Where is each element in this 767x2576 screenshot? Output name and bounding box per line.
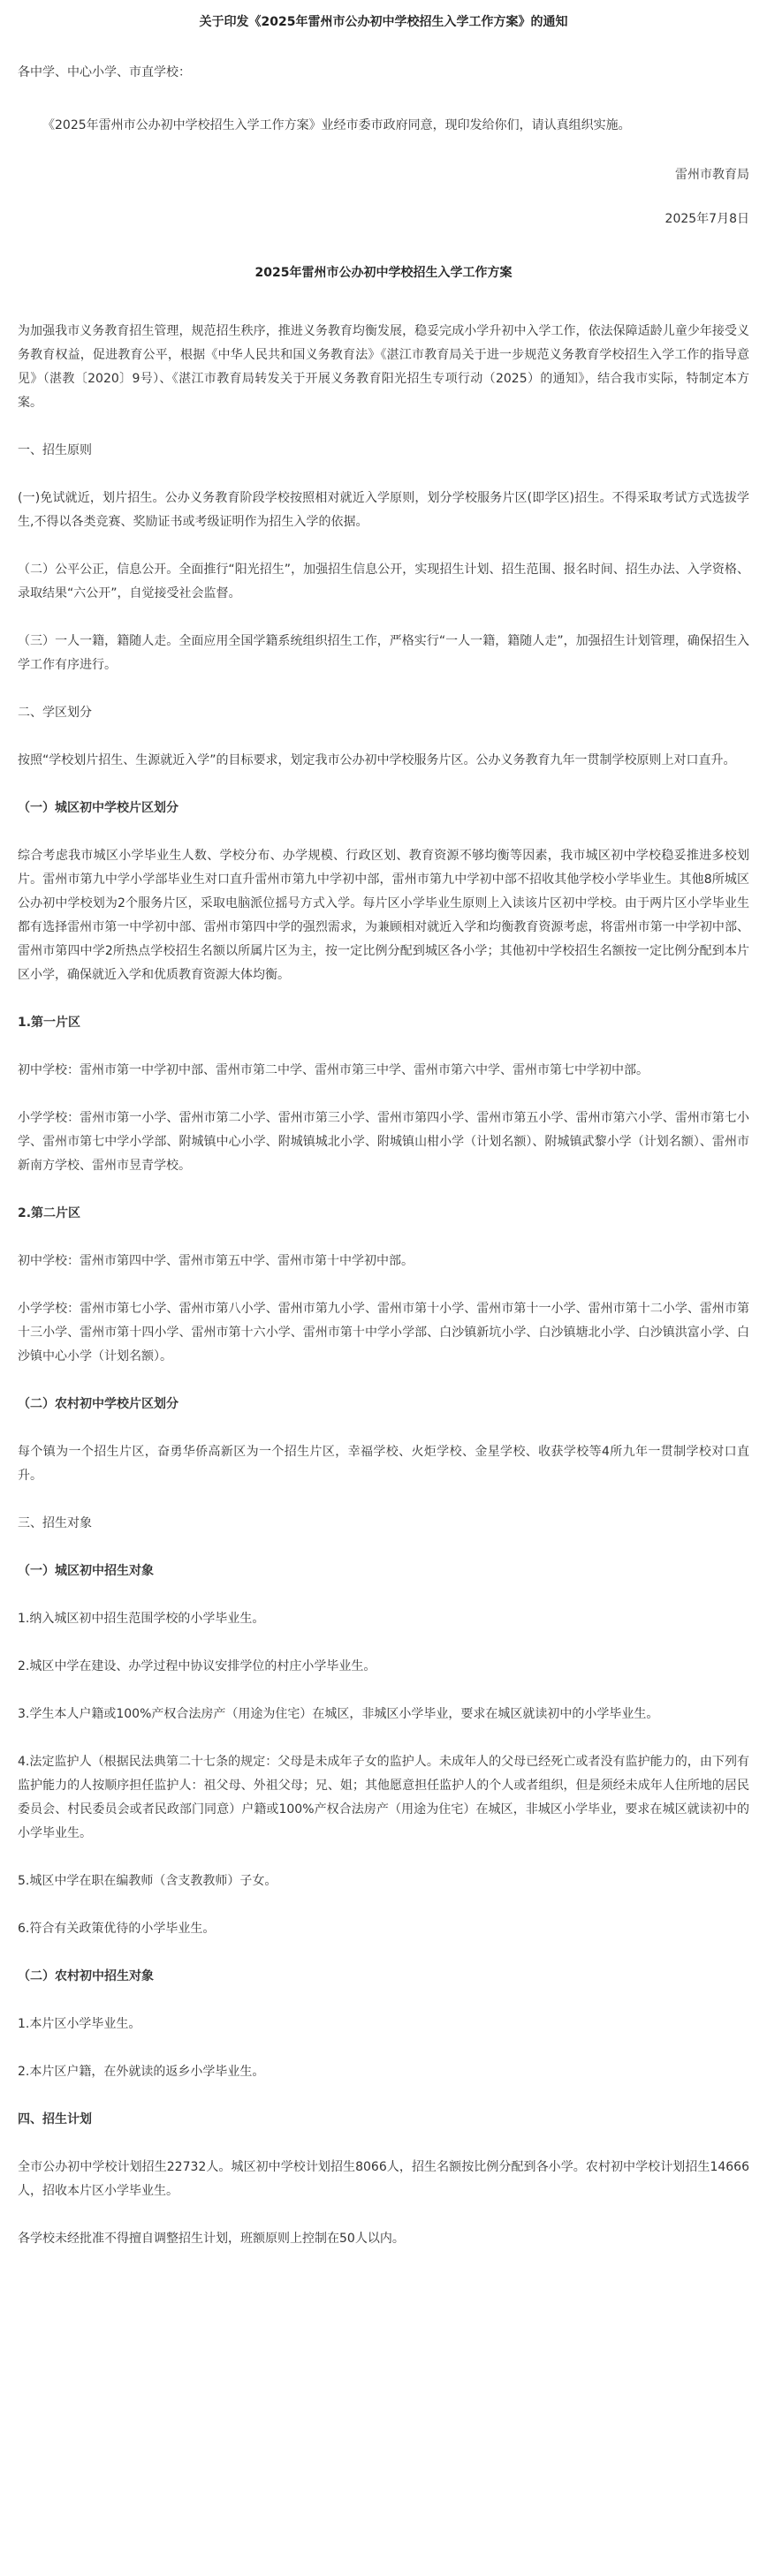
section-4-heading: 四、招生计划 [18,2112,92,2127]
section-4-para-2: 各学校未经批准不得擅自调整招生计划，班额原则上控制在50人以内。 [18,2232,405,2246]
zone-2-heading: 2.第二片区 [18,1206,81,1220]
notice-title: 关于印发《2025年雷州市公办初中学校招生入学工作方案》的通知 [199,15,568,29]
section-3-heading: 三、招生对象 [18,1516,92,1530]
zone-1-heading: 1.第一片区 [18,1016,81,1030]
notice-date: 2025年7月8日 [664,212,749,226]
section-2-intro: 按照“学校划片招生、生源就近入学”的目标要求，划定我市公办初中学校服务片区。公办义务教育九年一贯制学校原则上对口直升。 [18,753,736,767]
zone-1-primary-schools: 小学学校：雷州市第一小学、雷州市第二小学、雷州市第三小学、雷州市第四小学、雷州市第五小学、雷州市第六小学、雷州市第七小学、雷州市第七中学小学部、附城镇中心小学、附城镇城北小学、附城镇山柑小学（计划名额）、附城镇武黎小学（计划名额）、雷州市新南方学校、雷州市昱青学校。 [18,1111,749,1173]
list-item: 5.城区中学在职在编教师（含支教教师）子女。 [18,1874,277,1888]
section-1-para-3: （三）一人一籍，籍随人走。全面应用全国学籍系统组织招生工作，严格实行“一人一籍，籍随人走”，加强招生计划管理，确保招生入学工作有序进行。 [18,634,749,672]
list-item: 3.学生本人户籍或100%产权合法房产（用途为住宅）在城区，非城区小学毕业，要求在城区就读初中的小学毕业生。 [18,1707,659,1721]
list-item: 6.符合有关政策优待的小学毕业生。 [18,1922,216,1936]
plan-title: 2025年雷州市公办初中学校招生入学工作方案 [254,266,513,280]
list-item: 2.城区中学在建设、办学过程中协议安排学位的村庄小学毕业生。 [18,1659,376,1673]
notice-signature: 雷州市教育局 [675,168,749,182]
section-1-para-1: (一)免试就近，划片招生。公办义务教育阶段学校按照相对就近入学原则，划分学校服务片区(即学区)招生。不得采取考试方式选拔学生,不得以各类竞赛、奖励证书或考级证明作为招生入学的依据。 [18,491,749,529]
list-item: 1.纳入城区初中招生范围学校的小学毕业生。 [18,1612,265,1626]
subsection-2-2-heading: （二）农村初中学校片区划分 [18,1397,178,1411]
subsection-3-1-heading: （一）城区初中招生对象 [18,1564,154,1578]
section-4-para-1: 全市公办初中学校计划招生22732人。城区初中学校计划招生8066人，招生名额按比例分配到各小学。农村初中学校计划招生14666人，招收本片区小学毕业生。 [18,2160,749,2198]
list-item: 4.法定监护人（根据民法典第二十七条的规定：父母是未成年子女的监护人。未成年人的父母已经死亡或者没有监护能力的，由下列有监护能力的人按顺序担任监护人：祖父母、外祖父母；兄、姐；其他愿意担任监护人的个人或者组织，但是须经未成年人住所地的居民委员会、村民委员会或者民政部门同意）户籍或100%产权合法房产（用途为住宅）在城区，非城区小学毕业，要求在城区就读初中的小学毕业生。 [18,1755,749,1840]
list-item: 2.本片区户籍，在外就读的返乡小学毕业生。 [18,2065,265,2079]
subsection-2-1-heading: （一）城区初中学校片区划分 [18,801,178,815]
zone-1-middle-schools: 初中学校：雷州市第一中学初中部、雷州市第二中学、雷州市第三中学、雷州市第六中学、雷州市第七中学初中部。 [18,1063,649,1077]
subsection-2-2-para: 每个镇为一个招生片区，奋勇华侨高新区为一个招生片区，幸福学校、火炬学校、金星学校、收获学校等4所九年一贯制学校对口直升。 [18,1445,749,1483]
subsection-2-1-para: 综合考虑我市城区小学毕业生人数、学校分布、办学规模、行政区划、教育资源不够均衡等因素，我市城区初中学校稳妥推进多校划片。雷州市第九中学小学部毕业生对口直升雷州市第九中学初中部，雷州市第九中学初中部不招收其他学校小学毕业生。其他8所城区公办初中学校划为2个服务片区，采取电脑派位摇号方式入学。每片区小学毕业生原则上入读该片区初中学校。由于两片区小学毕业生都有选择雷州市第一中学初中部、雷州市第四中学的强烈需求，为兼顾相对就近入学和均衡教育资源考虑，将雷州市第一中学初中部、雷州市第四中学2所热点学校招生名额以所属片区为主，按一定比例分配到城区各小学；其他初中学校招生名额按一定比例分配到本片区小学，确保就近入学和优质教育资源大体均衡。 [18,849,749,982]
subsection-3-2-heading: （二）农村初中招生对象 [18,1969,154,1983]
zone-2-middle-schools: 初中学校：雷州市第四中学、雷州市第五中学、雷州市第十中学初中部。 [18,1254,414,1268]
notice-salutation: 各中学、中心小学、市直学校： [18,65,191,79]
list-item: 1.本片区小学毕业生。 [18,2017,141,2031]
section-1-para-2: （二）公平公正，信息公开。全面推行“阳光招生”，加强招生信息公开，实现招生计划、招生范围、报名时间、招生办法、入学资格、录取结果“六公开”，自觉接受社会监督。 [18,563,749,601]
section-2-heading: 二、学区划分 [18,706,92,720]
plan-intro: 为加强我市义务教育招生管理，规范招生秩序，推进义务教育均衡发展，稳妥完成小学升初中入学工作，依法保障适龄儿童少年接受义务教育权益，促进教育公平，根据《中华人民共和国义务教育法》《湛江市教育局关于进一步规范义务教育学校招生入学工作的指导意见》（湛教〔2020〕9号）、《湛江市教育局转发关于开展义务教育阳光招生专项行动（2025）的通知》，结合我市实际，特制定本方案。 [18,324,749,410]
section-1-heading: 一、招生原则 [18,443,92,457]
notice-body: 《2025年雷州市公办初中学校招生入学工作方案》业经市委市政府同意，现印发给你们，请认真组织实施。 [42,118,631,132]
zone-2-primary-schools: 小学学校：雷州市第七小学、雷州市第八小学、雷州市第九小学、雷州市第十小学、雷州市第十一小学、雷州市第十二小学、雷州市第十三小学、雷州市第十四小学、雷州市第十六小学、雷州市第十中学小学部、白沙镇新坑小学、白沙镇塘北小学、白沙镇洪富小学、白沙镇中心小学（计划名额）。 [18,1302,749,1364]
